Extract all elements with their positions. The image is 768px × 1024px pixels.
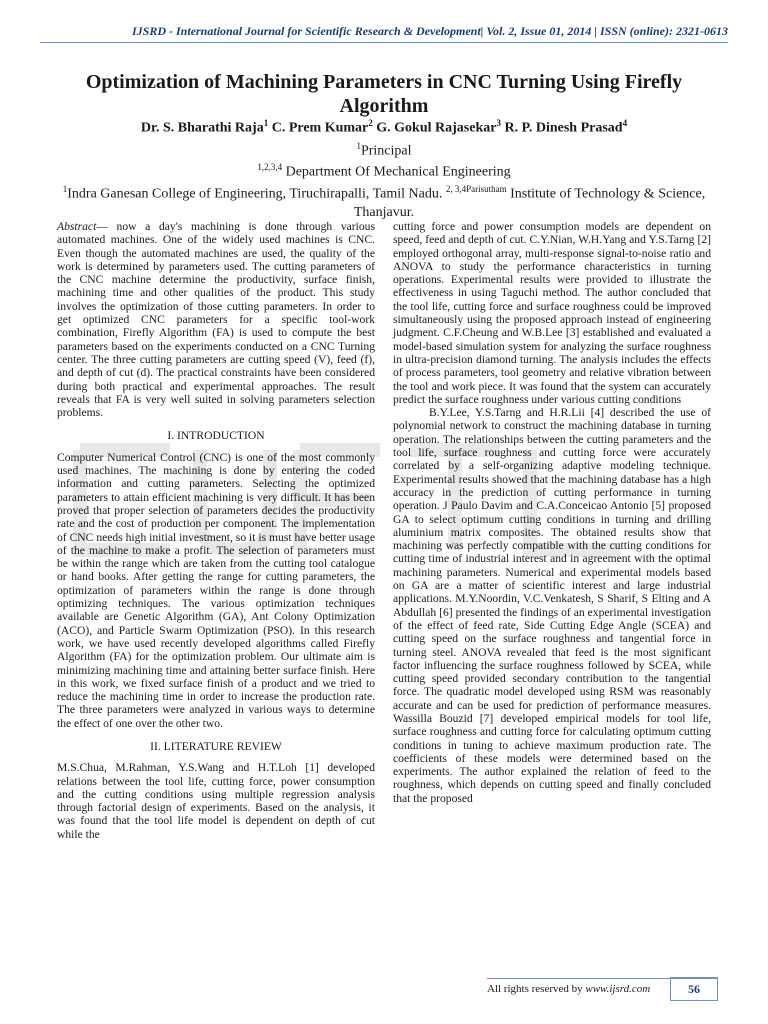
journal-header: IJSRD - International Journal for Scientific Research & Development| Vol. 2, Issue 01, 2014 | ISSN (online): 2321-0613 — [132, 24, 728, 38]
institution-a-text: Indra Ganesan College of Engineering, Tiruchirapalli, Tamil Nadu. — [67, 186, 443, 202]
institution-a-sup: 1 — [62, 184, 68, 194]
department-sup: 1,2,3,4 — [257, 162, 283, 172]
author-sup: 1 — [263, 118, 269, 128]
role-text: Principal — [360, 143, 412, 159]
page-number: 56 — [670, 977, 718, 1001]
role-sup: 1 — [356, 141, 361, 151]
abstract-text: now a day's machining is done through various automated machines. One of the widely used machines is CNC. Even though the automated machines are used, the quality of the work is determined by parameters used. The cutting parameters of the CNC machine determine the productivity, surface finish, machining time and other qualities of the product. This study involves the optimization of those cutting parameters. In order to get optimized CNC parameters for a specific tool-work combination, Firefly Algorithm (FA) is used to compute the best parameters based on the experiments conducted on a CNC Turning center. The three cutting parameters are cutting speed (V), feed (f), and depth of cut (d). The practical constraints have been considered during both practical and experimental approaches. The result reveals that FA is very well suited in solving parameters selection problems. — [57, 220, 375, 420]
section-heading-introduction: I. INTRODUCTION — [167, 429, 265, 443]
department-text: Department Of Mechanical Engineering — [285, 164, 511, 180]
author-name: Dr. S. Bharathi Raja — [140, 120, 264, 136]
right-column — [393, 220, 711, 805]
header-rule — [40, 42, 728, 43]
abstract-dash: — — [96, 220, 117, 233]
author-role — [40, 141, 728, 160]
institution-b-text: Institute of Technology & Science, Thanjavur. — [353, 186, 706, 220]
author-name: C. Prem Kumar — [271, 120, 369, 136]
section-heading-literature-review: II. LITERATURE REVIEW — [150, 739, 282, 753]
paper-title: Optimization of Machining Parameters in CNC Turning Using Firefly Algorithm — [85, 71, 683, 117]
institution-b-sup: 2, 3,4 — [445, 184, 467, 194]
literature-continued-paragraph: cutting force and power consumption models are dependent on speed, feed and depth of cut. C.Y.Nian, W.H.Yang and Y.S.Tarng [2] employed orthogonal array, multi-response signal-to-noise ratio and ANOVA to study the performance characteristics in turning operations. Experimental results were provided to illustrate the effectiveness in using Taguchi method. The author concluded that the tool life, cutting force and surface roughness could be improved simultaneously using the proposed approach instead of engineering judgment. C.F.Cheung and W.B.Lee [3] established and evaluated a model-based simulation system for analyzing the surface roughness in ultra-precision diamond turning. The analysis includes the effects of process parameters, tool geometry and relative vibration between the tool and work piece. It was found that the system can accurately predict the surface roughness under various cutting conditions — [393, 220, 711, 406]
institutions — [40, 180, 728, 222]
literature-paragraph-2: B.Y.Lee, Y.S.Tarng and H.R.Lii [4] described the use of polynomial network to construct the machining database in turning operation. The relationships between the cutting parameters and the tool life, surface roughness and cutting force were accurately correlated by a self-organizing adaptive modeling technique. Experimental results showed that the machining database has a high accuracy in the prediction of cutting performance in turning operation. J Paulo Davim and C.A.Conceicao Antonio [5] proposed GA to select optimum cutting conditions in turning and drilling aluminium matrix composites. The obtained results show that machining was perfectly compatible with the cutting conditions for cutting time of industrial interest and in agreement with the optimal machining parameters. Numerical and experimental models based on GA are a matter of scientific interest and large industrial applications. M.Y.Noordin, V.C.Venkatesh, S Sharif, S Elting and A Abdullah [6] presented the findings of an experimental investigation of the effect of feed rate, Side Cutting Edge Angle (SCEA) and cutting speed on the surface roughness and tangential force in turning steel. ANOVA revealed that feed is the most significant factor influencing the surface roughness followed by SCEA, while cutting speed provided secondary contribution to the tangential force. The quadratic model developed using RSM was reasonably accurate and can be used for prediction of performance measures. Wassilla Bouzid [7] developed empirical models for tool life, surface roughness and cutting force for calculating optimum cutting conditions in tuning to achieve maximum production rate. The coefficients of these models were determined based on the experiments. The author explained the relation of feed to the roughness, which depends on cutting speed and finally concluded that the proposed — [393, 406, 711, 805]
left-column — [57, 220, 375, 841]
footer-rights — [487, 983, 650, 995]
abstract — [57, 220, 375, 419]
author-name: R. P. Dinesh Prasad — [504, 120, 623, 136]
author-sup: 2 — [368, 118, 373, 128]
literature-text: M.S.Chua, M.Rahman, Y.S.Wang and H.T.Loh [1] developed relations between the tool life, cutting force, power consumption and the cutting conditions using multiple regression analysis through factorial design of experiments. Based on the analysis, it was found that the tool life model is dependent on depth of cut while the — [57, 761, 375, 841]
introduction-text: Computer Numerical Control (CNC) is one of the most commonly used machines. The machining is done by entering the coded information and cutting parameters. Selecting the optimized parameters to attain efficient machining is very difficult. It has been proved that proper selection of parameters decides the productivity rate and the cost of production per component. The implementation of CNC needs high initial investment, so it is must have better usage of the machine to make a profit. The selection of parameters must be within the range which are taken from the cutting tool catalogue or hand books. After getting the range for cutting parameters, the optimization of parameters within the range is done through optimizing techniques. The various optimization techniques available are Genetic Algorithm (GA), Ant Colony Optimization (ACO), and Particle Swarm Optimization (PSO). In this research work, we have used recently developed algorithms called Firefly Algorithm (FA) for the optimization problem. Our ultimate aim is minimizing machining time and attaining better surface finish. Here in this work, we fixed surface finish of a product and we tried to reduce the machining time in order to increase the production rate. The three parameters were analyzed in various ways to determine the effect of one over the other two. — [57, 450, 375, 730]
institution-b-sup2: Parisutham — [466, 184, 507, 194]
author-name: G. Gokul Rajasekar — [376, 120, 497, 136]
author-list — [40, 118, 728, 137]
department — [40, 162, 728, 181]
footer-rights-text: All rights reserved by — [487, 983, 586, 995]
abstract-label: Abstract — [57, 220, 97, 233]
author-sup: 4 — [622, 118, 628, 128]
footer-site-link[interactable]: www.ijsrd.com — [585, 983, 651, 995]
author-sup: 3 — [496, 118, 501, 128]
